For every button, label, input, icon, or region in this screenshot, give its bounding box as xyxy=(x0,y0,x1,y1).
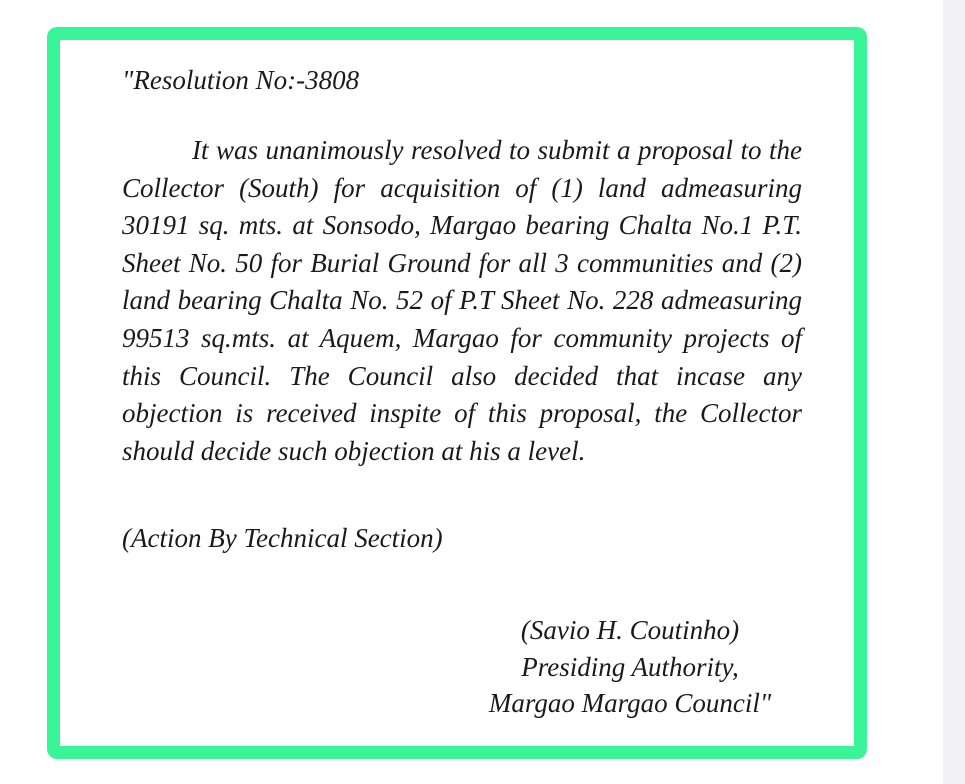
action-note: (Action By Technical Section) xyxy=(122,523,443,554)
resolution-body: It was unanimously resolved to submit a proposal to the Collector (South) for acquisition of (1) land admeasuring 30191 sq. mts. at Sonsodo, Margao bearing Chalta No.1 P.T. Sheet No. 50 for Burial Ground for all 3 communities and (2) land bearing Chalta No. 52 of P.T Sheet No. 228 admeasuring 99513 sq.mts. at Aquem, Margao for community projects of this Council. The Council also decided that incase any objection is received inspite of this proposal, the Collector should decide such objection at his a level. xyxy=(122,135,802,466)
resolution-title: "Resolution No:-3808 xyxy=(122,65,360,95)
side-panel-strip xyxy=(943,0,965,784)
signatory-title: Presiding Authority, xyxy=(521,651,739,682)
signature-block xyxy=(470,612,790,722)
signatory-organization: Margao Margao Council" xyxy=(488,688,772,718)
resolution-document xyxy=(122,62,802,556)
signatory-name: (Savio H. Coutinho) xyxy=(520,615,740,645)
